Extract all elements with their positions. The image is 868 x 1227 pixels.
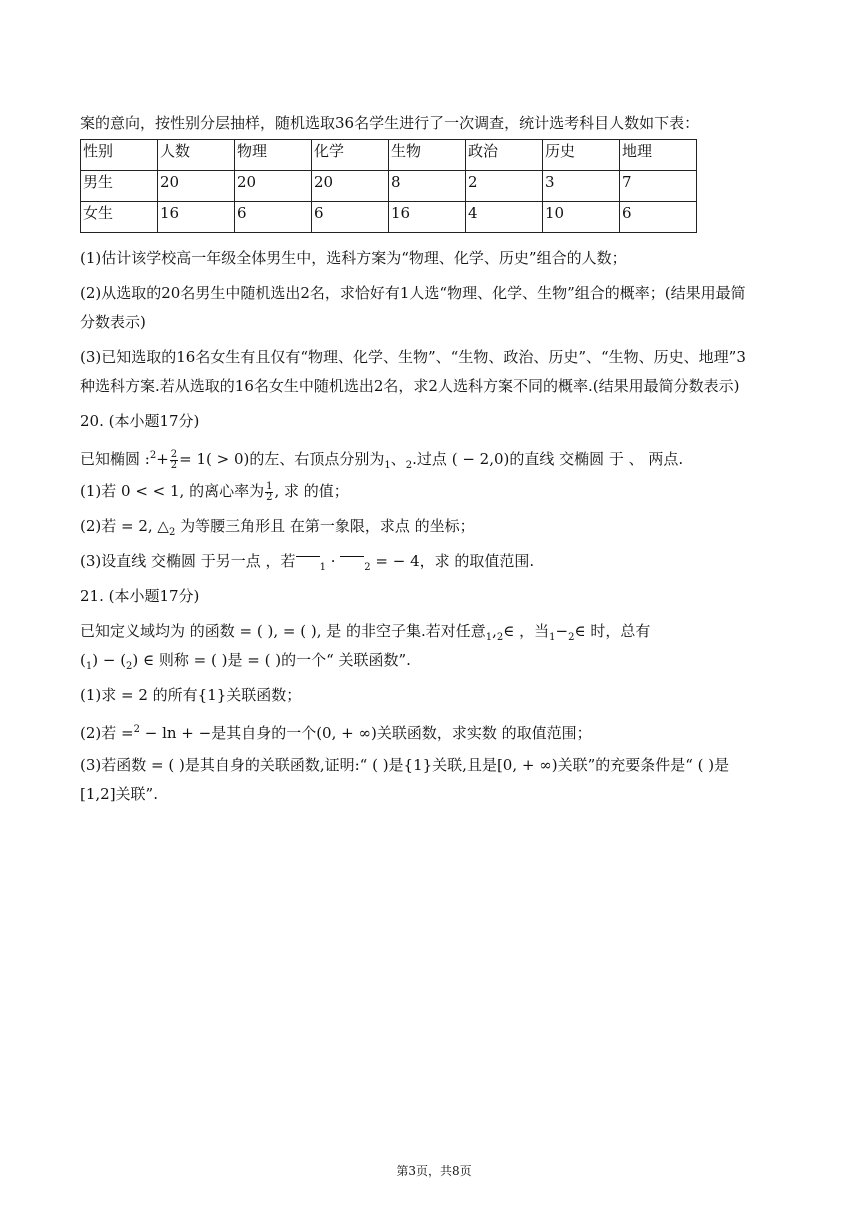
table-header-cell: 物理	[235, 140, 312, 171]
table-cell: 6	[235, 202, 312, 233]
q20-part3-text: = − 4，求 的取值范围.	[370, 552, 535, 570]
table-header-cell: 化学	[312, 140, 389, 171]
vector-bar	[296, 556, 320, 569]
q20-stem-text: 、	[390, 450, 406, 468]
q21-stem-sub: 2	[568, 632, 575, 643]
q21-stem-text: (	[80, 651, 86, 669]
table-cell: 2	[466, 171, 543, 202]
q20-part1-text: (1)若 0 < < 1, 的离心率为	[80, 482, 265, 500]
table-cell: 16	[158, 202, 235, 233]
q20-stem-text: 已知椭圆 :	[80, 450, 150, 468]
q20-stem-text: = 1( > 0)的左、右顶点分别为	[179, 450, 385, 468]
table-cell: 男生	[81, 171, 158, 202]
document-page	[80, 110, 790, 816]
table-row	[81, 171, 697, 202]
table-header-cell: 政治	[466, 140, 543, 171]
q21-part3-line1: (3)若函数 = ( )是其自身的关联函数,证明:“ ( )是{1}关联,且是[0, + ∞)关联”的充要条件是“ ( )是	[80, 756, 730, 774]
q21-stem-text: ) − (	[92, 651, 127, 669]
page-footer: 第3页，共8页	[396, 1164, 472, 1178]
q20-stem-text: .过点 ( − 2,0)的直线 交椭圆 于 、 两点.	[412, 450, 684, 468]
q21-stem-text: 已知定义域均为 的函数 = ( ), = ( ), 是 的非空子集.若对任意	[80, 622, 486, 640]
eccentricity-fraction	[265, 482, 273, 503]
q20-stem-fraction	[170, 450, 178, 471]
q21-part2	[80, 717, 790, 743]
q20-part2-text: (2)若 = 2, △	[80, 517, 169, 535]
table-cell: 16	[389, 202, 466, 233]
q21-title: 21. (本小题17分)	[80, 587, 200, 605]
table-cell: 10	[543, 202, 620, 233]
intro-text: 案的意向，按性别分层抽样，随机选取36名学生进行了一次调查，统计选考科目人数如下表：	[80, 114, 700, 132]
q20-stem-sub: 2	[405, 460, 413, 471]
q21-stem-sub: 1	[485, 632, 493, 643]
table-cell: 女生	[81, 202, 158, 233]
table-cell: 8	[389, 171, 466, 202]
q21-stem-text: ∈ 时，总有	[574, 622, 651, 640]
q20-part3	[80, 548, 790, 574]
table-cell: 6	[312, 202, 389, 233]
q19-part3-line1: (3)已知选取的16名女生有且仅有“物理、化学、生物”、“生物、政治、历史”、“生物、历史、地理”3	[80, 348, 746, 366]
q21-stem-text: ∈ ，当	[503, 622, 550, 640]
fraction-denominator: 2	[170, 459, 178, 471]
table-header-cell: 性别	[81, 140, 158, 171]
table-cell: 20	[312, 171, 389, 202]
table-cell: 20	[235, 171, 312, 202]
table-header-cell: 历史	[543, 140, 620, 171]
q21-stem-sub: 1	[85, 661, 93, 672]
q20-stem	[80, 443, 790, 469]
q21-part2-text: (2)若 =	[80, 724, 134, 742]
q19-part3-line2: 种选科方案.若从选取的16名女生中随机选出2名，求2人选科方案不同的概率.(结果用最简分数表示)	[80, 377, 740, 395]
fraction-numerator: 2	[170, 448, 178, 460]
q21-part3-line2: [1,2]关联”.	[80, 785, 158, 803]
q21-part2-text: − ln + −是其自身的一个(0, + ∞)关联函数，求实数 的取值范围；	[139, 724, 592, 742]
table-row	[81, 202, 697, 233]
table-header-cell: 人数	[158, 140, 235, 171]
q21-stem-line2	[80, 647, 790, 673]
q21-part1: (1)求 = 2 的所有{1}关联函数；	[80, 686, 302, 704]
survey-table	[80, 139, 697, 233]
q20-part1	[80, 478, 790, 504]
q20-stem-plus: +	[156, 450, 169, 468]
table-cell: 4	[466, 202, 543, 233]
q21-stem-sub: 1	[549, 632, 556, 643]
table-cell: 3	[543, 171, 620, 202]
table-header-row	[81, 140, 697, 171]
q20-part1-text: , 求 的值；	[274, 482, 349, 500]
q21-part2-sup: 2	[133, 724, 140, 735]
q19-part2-line1: (2)从选取的20名男生中随机选出2名，求恰好有1人选“物理、化学、生物”组合的概率；(结果用最简	[80, 284, 746, 302]
table-header-cell: 地理	[620, 140, 697, 171]
table-cell: 7	[620, 171, 697, 202]
q20-part2-text: 为等腰三角形且 在第一象限，求点 的坐标；	[175, 517, 475, 535]
q21-stem-sub: 2	[496, 632, 504, 643]
fraction-numerator: 1	[266, 480, 273, 492]
q21-stem-line1	[80, 618, 790, 644]
table-cell: 20	[158, 171, 235, 202]
q20-part3-dot: ·	[325, 552, 341, 570]
vector-bar	[340, 556, 364, 569]
q20-stem-sub: 1	[384, 460, 391, 471]
q19-part2-line2: 分数表示)	[80, 313, 146, 331]
q19-part1: (1)估计该学校高一年级全体男生中，选科方案为“物理、化学、历史”组合的人数；	[80, 249, 627, 267]
fraction-denominator: 2	[266, 491, 273, 503]
q20-title: 20. (本小题17分)	[80, 412, 200, 430]
q21-stem-text: ) ∈ 则称 = ( )是 = ( )的一个“ 关联函数”.	[132, 651, 411, 669]
q20-stem-sup: 2	[149, 450, 157, 461]
q20-part3-sub: 2	[364, 562, 371, 573]
q20-part2	[80, 513, 790, 539]
table-cell: 6	[620, 202, 697, 233]
q20-part3-text: (3)设直线 交椭圆 于另一点 ，若	[80, 552, 296, 570]
q20-part2-sub: 2	[168, 527, 176, 538]
q21-stem-sub: 2	[126, 661, 133, 672]
q21-stem-text: ,	[492, 622, 497, 640]
q21-stem-text: −	[555, 622, 569, 640]
table-header-cell: 生物	[389, 140, 466, 171]
q20-part3-sub: 1	[319, 562, 326, 573]
